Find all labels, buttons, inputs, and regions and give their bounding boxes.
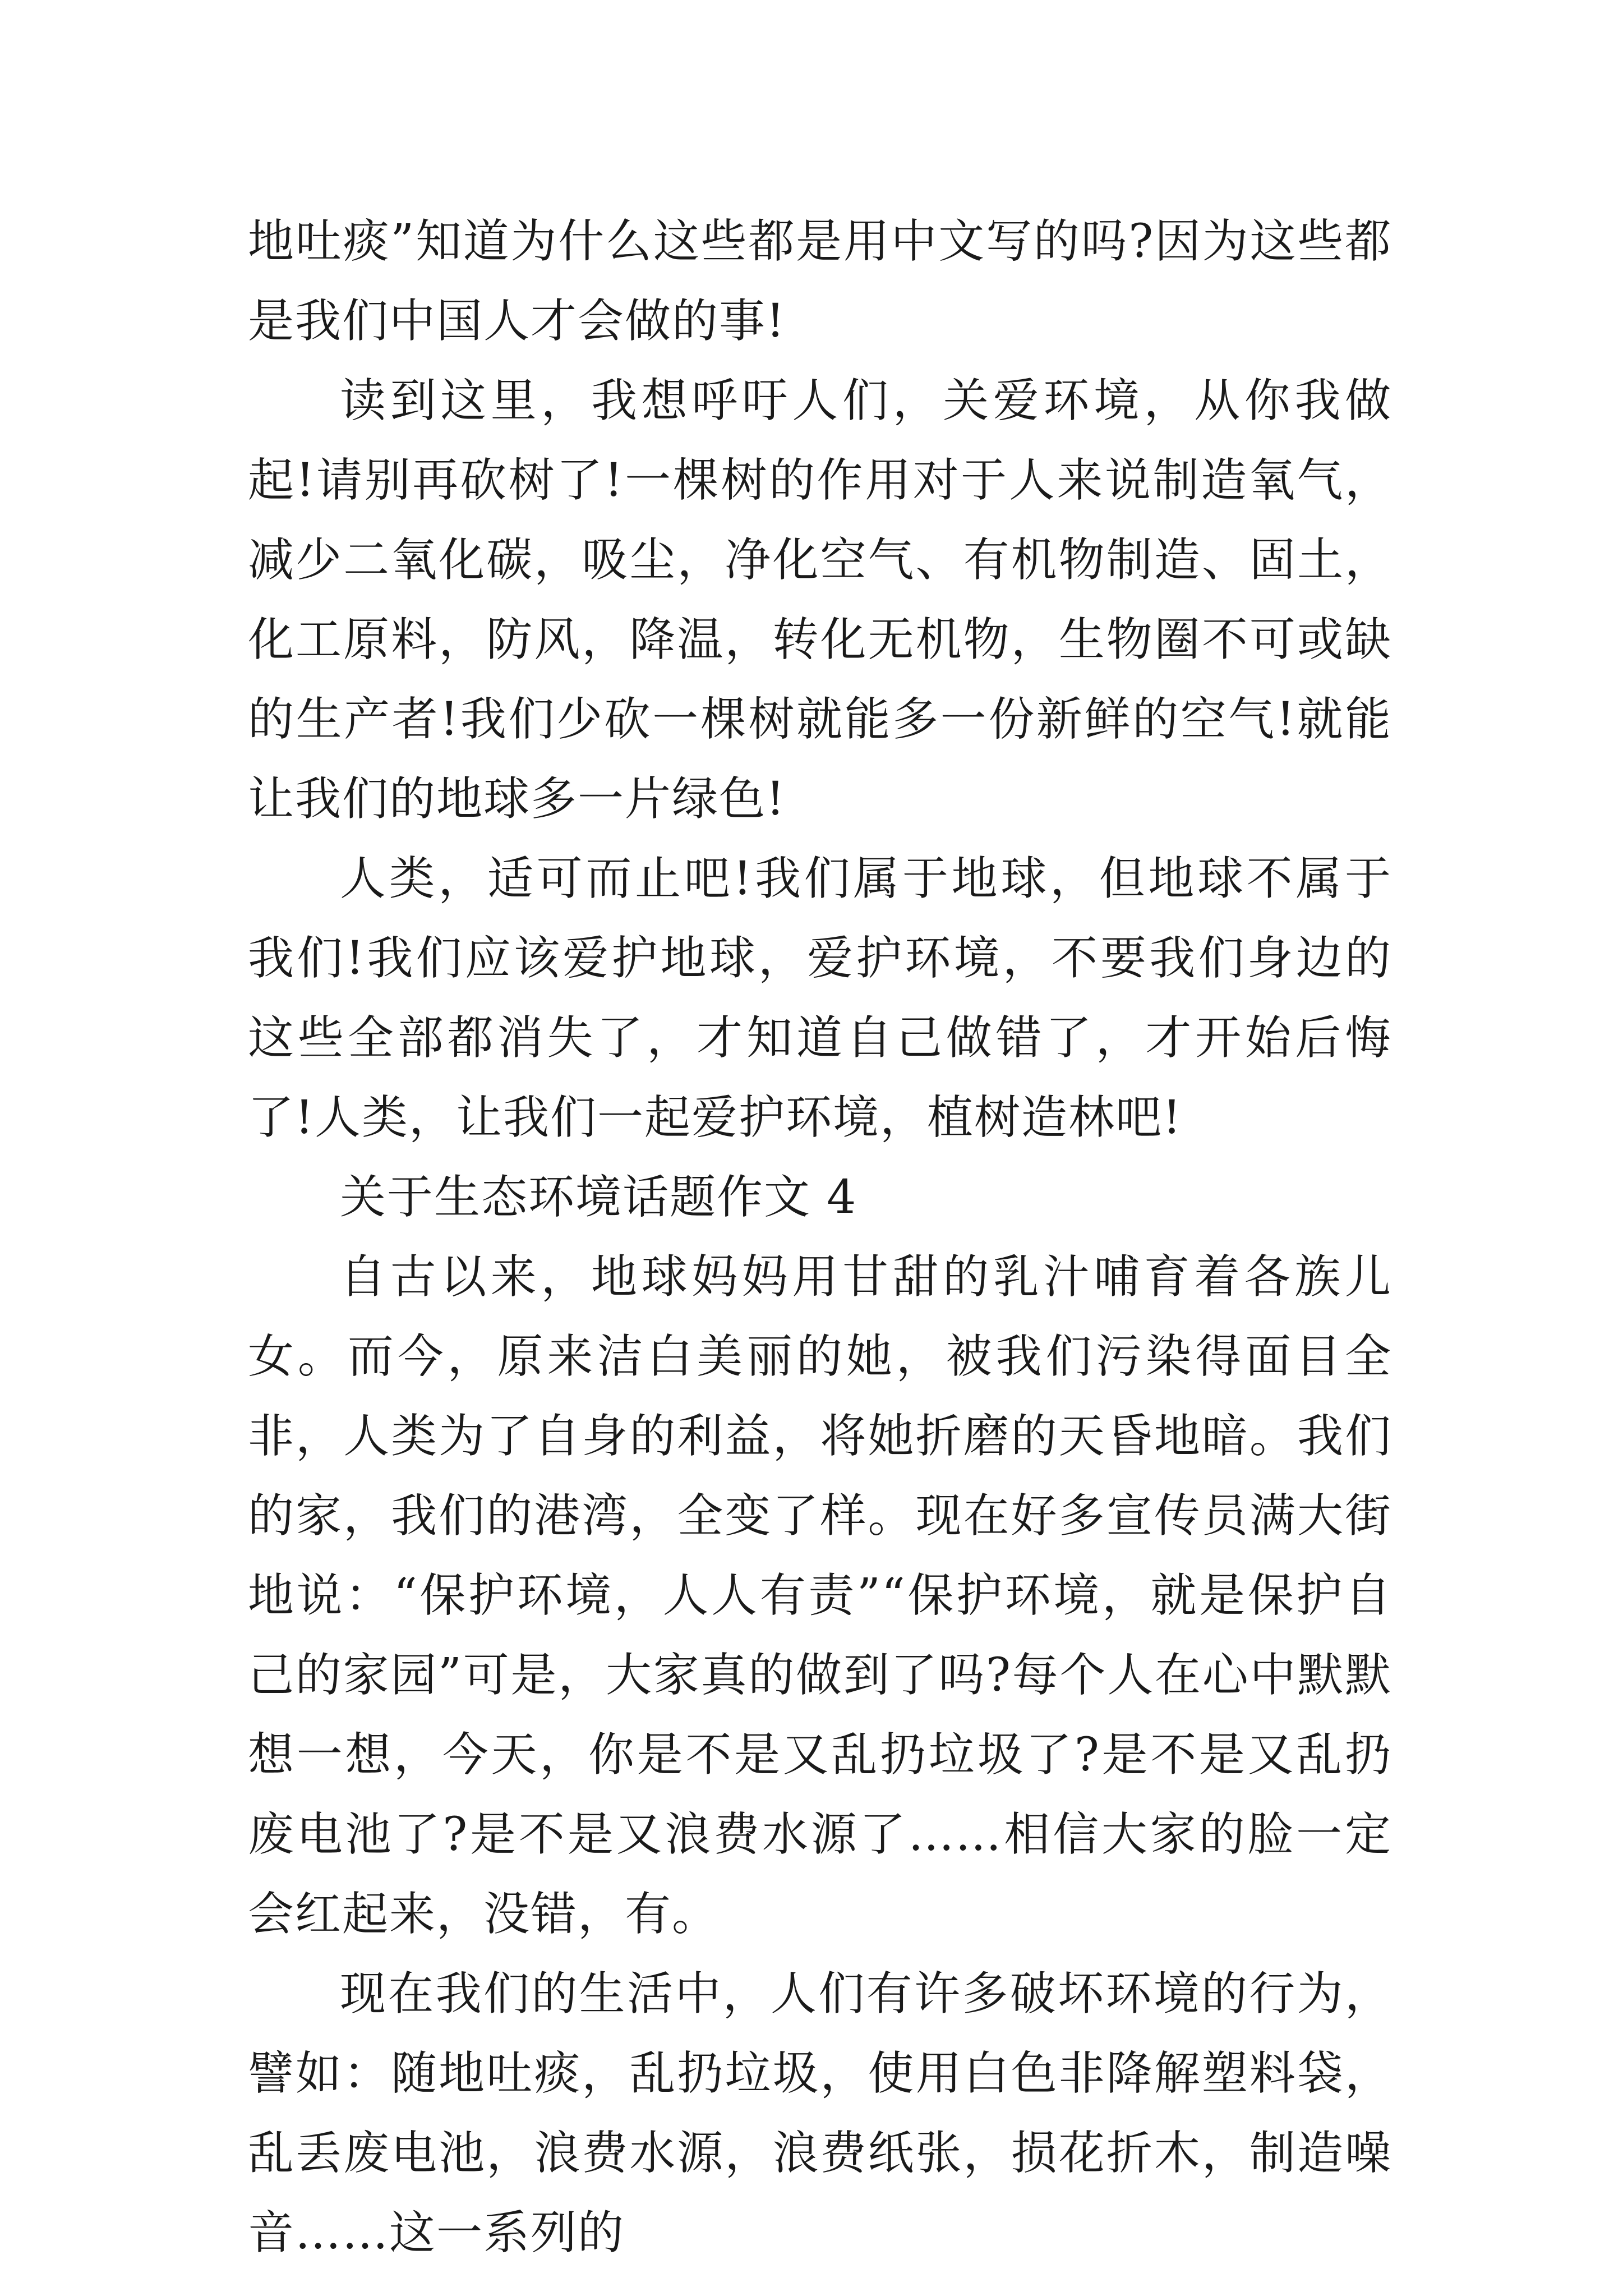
section-title: 关于生态环境话题作文 4 xyxy=(340,1171,857,1224)
paragraph-1: 地吐痰”知道为什么这些都是用中文写的吗?因为这些都是我们中国人才会做的事! xyxy=(248,215,1392,348)
paragraph-5: 现在我们的生活中，人们有许多破坏环境的行为，譬如：随地吐痰，乱扔垃圾，使用白色非降解塑料袋，乱丢废电池，浪费水源，浪费纸张，损花折木，制造噪音……这一系列的 xyxy=(248,1967,1392,2260)
paragraph-2: 读到这里，我想呼吁人们，关爱环境，从你我做起!请别再砍树了!一棵树的作用对于人来说制造氧气，减少二氧化碳，吸尘，净化空气、有机物制造、固土，化工原料，防风，降温，转化无机物，生物圈不可或缺的生产者!我们少砍一棵树就能多一份新鲜的空气!就能让我们的地球多一片绿色! xyxy=(248,374,1392,826)
paragraph-3: 人类，适可而止吧!我们属于地球，但地球不属于我们!我们应该爱护地球，爱护环境，不要我们身边的这些全部都消失了，才知道自己做错了，才开始后悔了!人类，让我们一起爱护环境，植树造林吧! xyxy=(248,852,1392,1144)
document-body xyxy=(248,202,1392,2273)
paragraph-4: 自古以来，地球妈妈用甘甜的乳汁哺育着各族儿女。而今，原来洁白美丽的她，被我们污染得面目全非，人类为了自身的利益，将她折磨的天昏地暗。我们的家，我们的港湾，全变了样。现在好多宣传员满大街地说：“保护环境，人人有责”“保护环境，就是保护自己的家园”可是，大家真的做到了吗?每个人在心中默默想一想，今天，你是不是又乱扔垃圾了?是不是又乱扔废电池了?是不是又浪费水源了……相信大家的脸一定会红起来，没错，有。 xyxy=(248,1250,1392,1941)
